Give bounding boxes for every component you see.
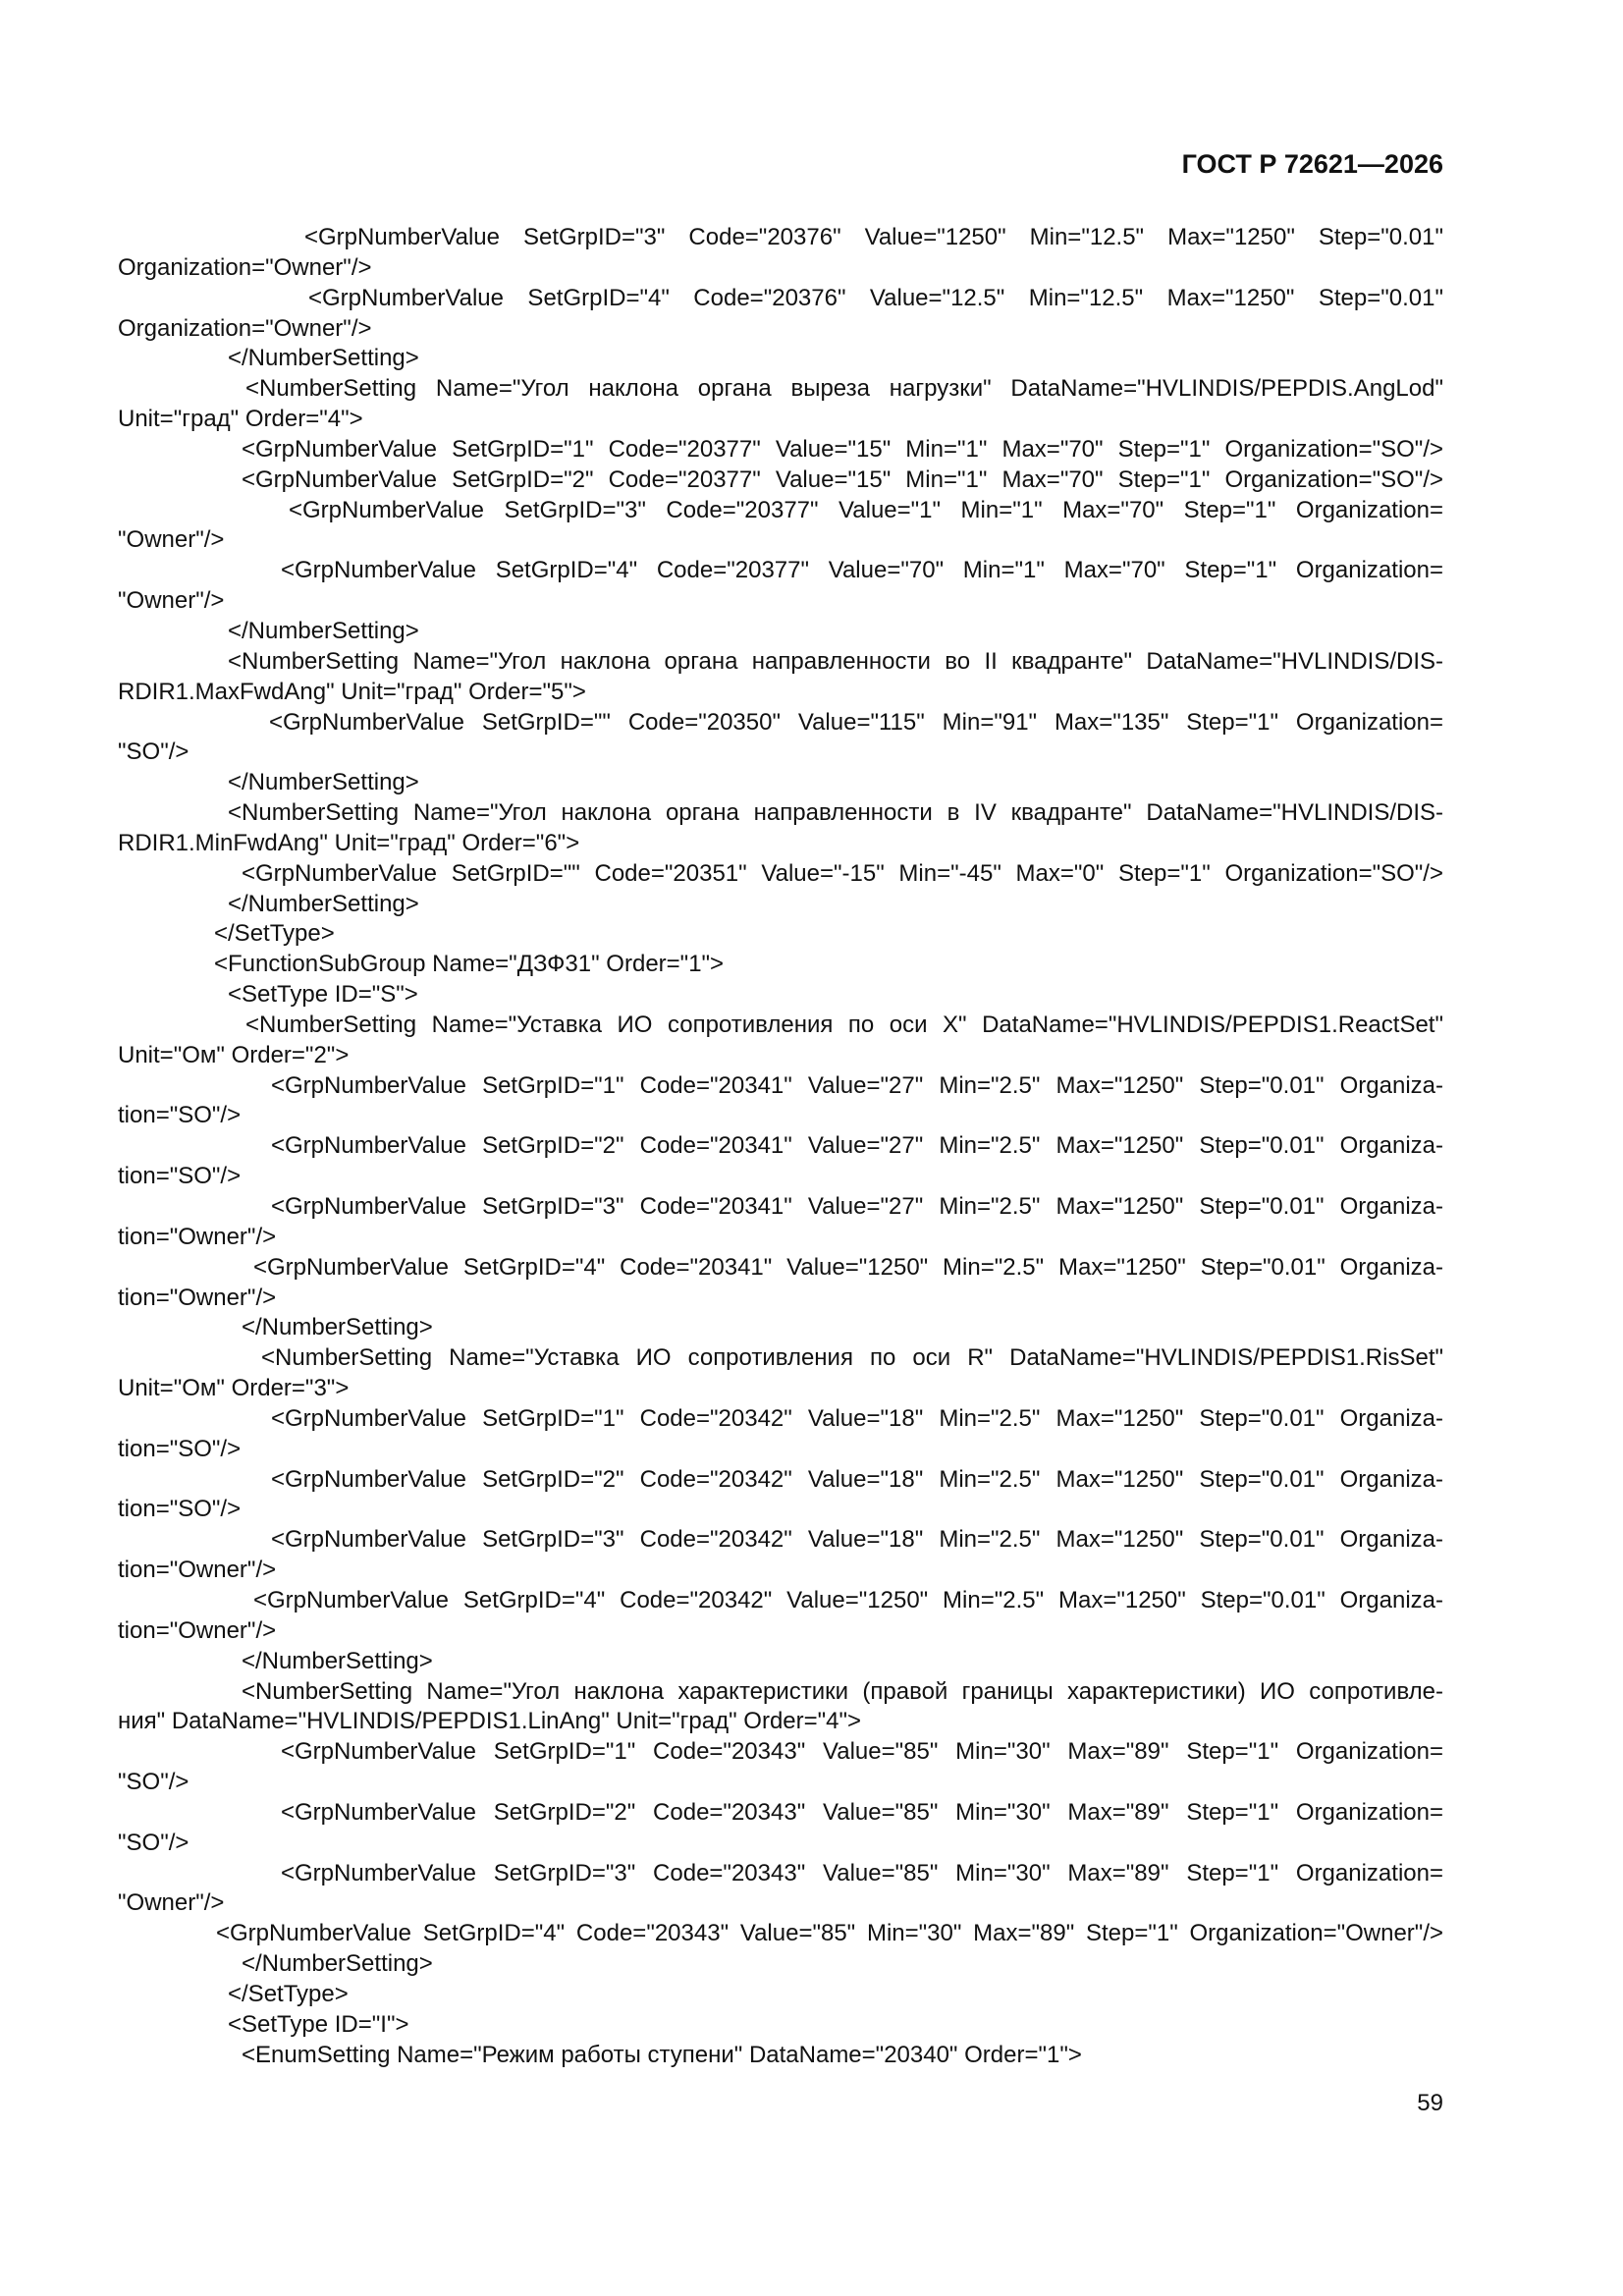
text-line: <GrpNumberValue SetGrpID="4" Code="20341" Value="1250" Min="2.5" Max="1250" Step="0.01" Organiza- [253,1253,1443,1281]
text-line: ния" DataName="HVLINDIS/PEPDIS1.LinAng" Unit="град" Order="4"> [118,1708,862,1735]
document-header: ГОСТ Р 72621—2026 [1181,149,1443,179]
page-number: 59 [1417,2090,1443,2116]
text-line: <NumberSetting Name="Угол наклона органа направленности в IV квадранте" DataName="HVLINDIS/DIS- [228,799,1443,827]
text-line: </NumberSetting> [228,769,419,796]
text-line: "SO"/> [118,1829,189,1856]
text-line: <NumberSetting Name="Угол наклона характеристики (правой границы характеристики) ИО сопротивле- [242,1677,1443,1705]
text-line: <FunctionSubGroup Name="ДЗФ31" Order="1"> [214,951,725,978]
text-line: <NumberSetting Name="Угол наклона органа выреза нагрузки" DataName="HVLINDIS/PEPDIS.AngLod" [245,375,1443,403]
text-line: <GrpNumberValue SetGrpID="4" Code="20377" Value="70" Min="1" Max="70" Step="1" Organization= [281,557,1443,584]
text-line: <GrpNumberValue SetGrpID="2" Code="20341" Value="27" Min="2.5" Max="1250" Step="0.01" Organiza- [271,1132,1443,1160]
text-line: <GrpNumberValue SetGrpID="1" Code="20377" Value="15" Min="1" Max="70" Step="1" Organization="SO"/> [242,435,1443,463]
text-line: tion="Owner"/> [118,1557,277,1584]
text-line: </NumberSetting> [242,1647,433,1674]
text-line: <GrpNumberValue SetGrpID="3" Code="20376" Value="1250" Min="12.5" Max="1250" Step="0.01" [304,224,1443,250]
text-line: "SO"/> [118,1769,189,1796]
text-line: <GrpNumberValue SetGrpID="3" Code="20341" Value="27" Min="2.5" Max="1250" Step="0.01" Organiza- [271,1193,1443,1220]
text-line: Unit="Ом" Order="3"> [118,1375,350,1402]
text-line: <GrpNumberValue SetGrpID="4" Code="20343" Value="85" Min="30" Max="89" Step="1" Organization="Owner"/> [216,1920,1443,1947]
text-line: tion="SO"/> [118,1163,242,1190]
text-line: Unit="град" Order="4"> [118,406,363,433]
text-line: <NumberSetting Name="Уставка ИО сопротивления по оси X" DataName="HVLINDIS/PEPDIS1.ReactSet" [245,1011,1443,1038]
text-line: </NumberSetting> [228,890,419,917]
text-line: <GrpNumberValue SetGrpID="" Code="20351" Value="-15" Min="-45" Max="0" Step="1" Organization="SO"/> [242,859,1443,887]
text-line: <GrpNumberValue SetGrpID="2" Code="20342" Value="18" Min="2.5" Max="1250" Step="0.01" Organiza- [271,1465,1443,1493]
text-line: tion="SO"/> [118,1102,242,1129]
text-line: <NumberSetting Name="Угол наклона органа направленности во II квадранте" DataName="HVLINDIS/DIS- [228,647,1443,675]
text-line: "Owner"/> [118,526,225,554]
text-line: <GrpNumberValue SetGrpID="3" Code="20343" Value="85" Min="30" Max="89" Step="1" Organization= [281,1859,1443,1886]
text-line: <GrpNumberValue SetGrpID="4" Code="20376" Value="12.5" Min="12.5" Max="1250" Step="0.01" [308,284,1443,311]
text-line: tion="SO"/> [118,1435,242,1462]
text-line: </NumberSetting> [242,1314,433,1341]
text-line: </NumberSetting> [228,617,419,644]
text-line: tion="SO"/> [118,1496,242,1523]
text-line: Organization="Owner"/> [118,314,372,342]
text-line: tion="Owner"/> [118,1223,277,1250]
text-line: <GrpNumberValue SetGrpID="1" Code="20343" Value="85" Min="30" Max="89" Step="1" Organization= [281,1738,1443,1766]
text-line: <SetType ID="S"> [228,981,418,1009]
text-line: <GrpNumberValue SetGrpID="1" Code="20341" Value="27" Min="2.5" Max="1250" Step="0.01" Organiza- [271,1071,1443,1099]
text-line: </SetType> [214,920,335,948]
text-line: "Owner"/> [118,587,225,615]
text-line: "SO"/> [118,738,189,766]
text-line: <NumberSetting Name="Уставка ИО сопротивления по оси R" DataName="HVLINDIS/PEPDIS1.RisSet" [261,1344,1443,1372]
text-line: <GrpNumberValue SetGrpID="3" Code="20342" Value="18" Min="2.5" Max="1250" Step="0.01" Organiza- [271,1526,1443,1554]
text-line: tion="Owner"/> [118,1284,277,1311]
text-line: RDIR1.MaxFwdAng" Unit="град" Order="5"> [118,678,586,705]
text-line: <GrpNumberValue SetGrpID="2" Code="20343" Value="85" Min="30" Max="89" Step="1" Organization= [281,1798,1443,1826]
document-body [118,223,1443,2070]
text-line: "Owner"/> [118,1889,225,1917]
text-line: RDIR1.MinFwdAng" Unit="град" Order="6"> [118,829,580,856]
text-line: <SetType ID="I"> [228,2010,409,2038]
text-line: <GrpNumberValue SetGrpID="4" Code="20342" Value="1250" Min="2.5" Max="1250" Step="0.01" Organiza- [253,1586,1443,1613]
text-line: <EnumSetting Name="Режим работы ступени" DataName="20340" Order="1"> [242,2041,1082,2068]
text-line: <GrpNumberValue SetGrpID="1" Code="20342" Value="18" Min="2.5" Max="1250" Step="0.01" Organiza- [271,1404,1443,1432]
text-line: Unit="Ом" Order="2"> [118,1041,350,1068]
text-line: </NumberSetting> [228,345,419,372]
text-line: <GrpNumberValue SetGrpID="" Code="20350" Value="115" Min="91" Max="135" Step="1" Organization= [269,708,1443,736]
text-line: tion="Owner"/> [118,1616,277,1644]
text-line: <GrpNumberValue SetGrpID="2" Code="20377" Value="15" Min="1" Max="70" Step="1" Organization="SO"/> [242,465,1443,493]
text-line: <GrpNumberValue SetGrpID="3" Code="20377" Value="1" Min="1" Max="70" Step="1" Organization= [289,496,1443,523]
text-line: Organization="Owner"/> [118,253,372,281]
text-line: </NumberSetting> [242,1950,433,1978]
text-line: </SetType> [228,1980,349,2007]
